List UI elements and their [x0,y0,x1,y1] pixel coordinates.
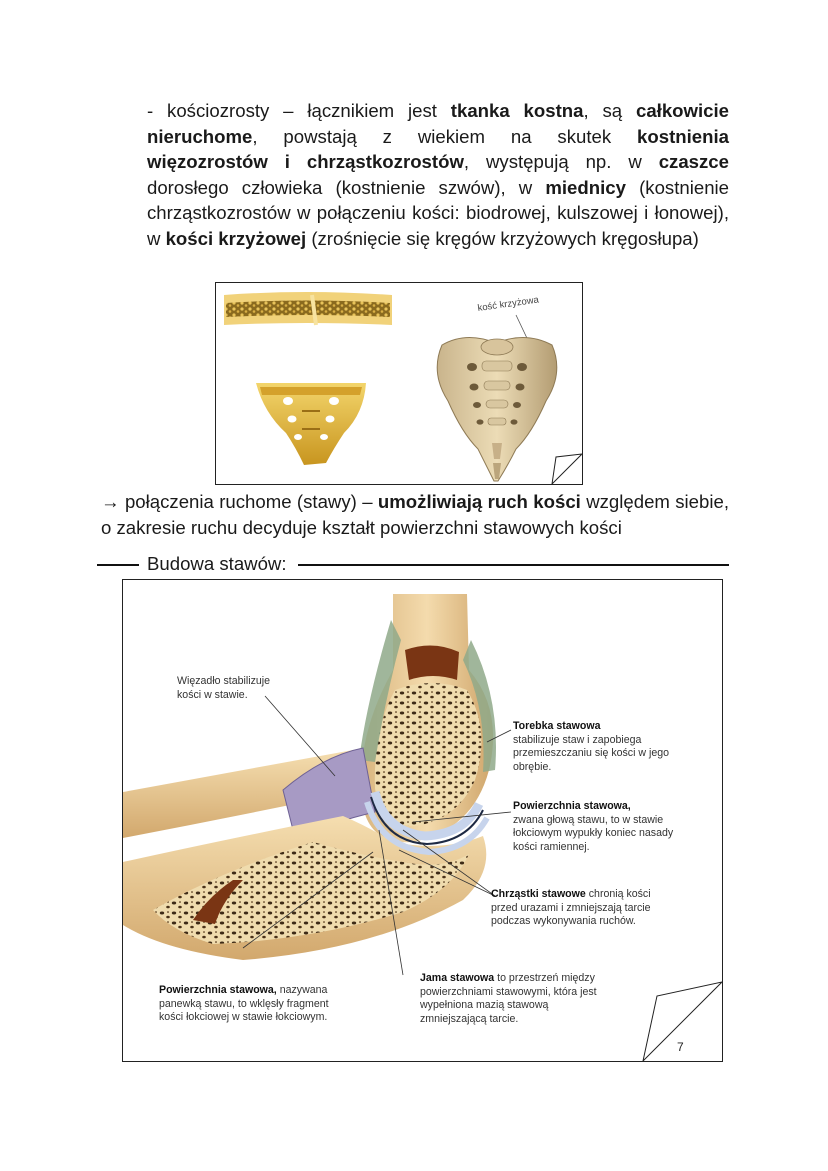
annotation-text: to przestrzeń między powierzchniami stawowymi, która jest wypełniona mazią stawową zmniejszającą tarcie. [420,972,597,1025]
bold-term: całkowicie nieruchome [147,100,730,147]
annotation-text: zwana głową stawu, to w stawie łokciowym wypukły koniec nasady kości ramiennej. [513,813,674,853]
skull-suture-strip [224,292,392,325]
annotation-title: Powierzchnia stawowa, [513,800,631,812]
annotation-title: Torebka stawowa [513,720,601,732]
bold-term: czaszce [658,151,729,173]
bold-term: miednicy [545,176,626,198]
annotation-ligament: Więzadło stabilizuje kości w stawie. [177,675,271,701]
figure-joint-structure [122,579,723,1062]
marrow-cavity [405,645,459,680]
bold-term: tkanka kostna [450,100,584,121]
annotation-text: stabilizuje staw i zapobiega przemieszczaniu się kości w jego obrębie. [513,733,670,773]
figure-synostosis-bones [215,282,583,485]
section-heading: Budowa stawów: [147,553,287,574]
text-run: , są [583,100,636,121]
section-heading-row [97,553,729,575]
text-run: względem siebie, o zakresie ruchu decyduje kształt powierzchni stawowych kości [101,491,730,538]
page-number: 7 [677,1040,684,1054]
annotation-title: Chrząstki stawowe [491,888,586,900]
annotation-joint-cavity [420,972,610,1026]
text-run: , występują np. w [463,151,659,173]
sacrum-small [256,383,366,465]
text-run: , powstają z wiekiem na skutek [252,125,638,147]
arrow-icon: → [101,491,120,512]
annotation-cartilage [491,888,666,929]
bold-term: kostnienia więzozrostów i chrząstkozrostów [147,125,729,173]
text-run: dorosłego człowieka (kostnienie szwów), w [147,176,546,198]
bold-term: kości krzyżowej [165,227,307,249]
annotation-text: nazywana panewką stawu, to wklęsły fragment kości łokciowej w stawie łokciowym. [159,984,329,1023]
paragraph-movable-joints [101,489,729,540]
annotation-joint-head [513,800,688,854]
bones-illustration [216,283,582,484]
annotation-title: Jama stawowa [420,972,495,984]
text-run: (kostnienie chrząstkozrostów w połączeniu kości: biodrowej, kulszowej i łonowej), w [147,176,730,249]
sacrum-label: kość krzyżowa [476,294,540,314]
annotation-text: chronią kości przed urazami i zmniejszają tarcie podczas wykonywania ruchów. [491,888,651,927]
sacrum-large [437,337,557,481]
annotation-joint-capsule [513,720,683,774]
text-run: połączenia ruchome (stawy) – [119,491,378,512]
bold-term: umożliwiają ruch kości [377,491,581,512]
page-curl-corner [552,454,582,484]
annotation-joint-socket [159,984,354,1025]
paragraph-synostoses [147,98,729,252]
text-run: (zrośnięcie się kręgów krzyżowych kręgosłupa) [306,227,699,249]
heading-rule-right [298,564,729,566]
heading-rule-left [97,564,139,566]
text-run: - kościozrosty – łącznikiem jest [147,100,451,121]
annotation-title: Powierzchnia stawowa, [159,984,277,996]
